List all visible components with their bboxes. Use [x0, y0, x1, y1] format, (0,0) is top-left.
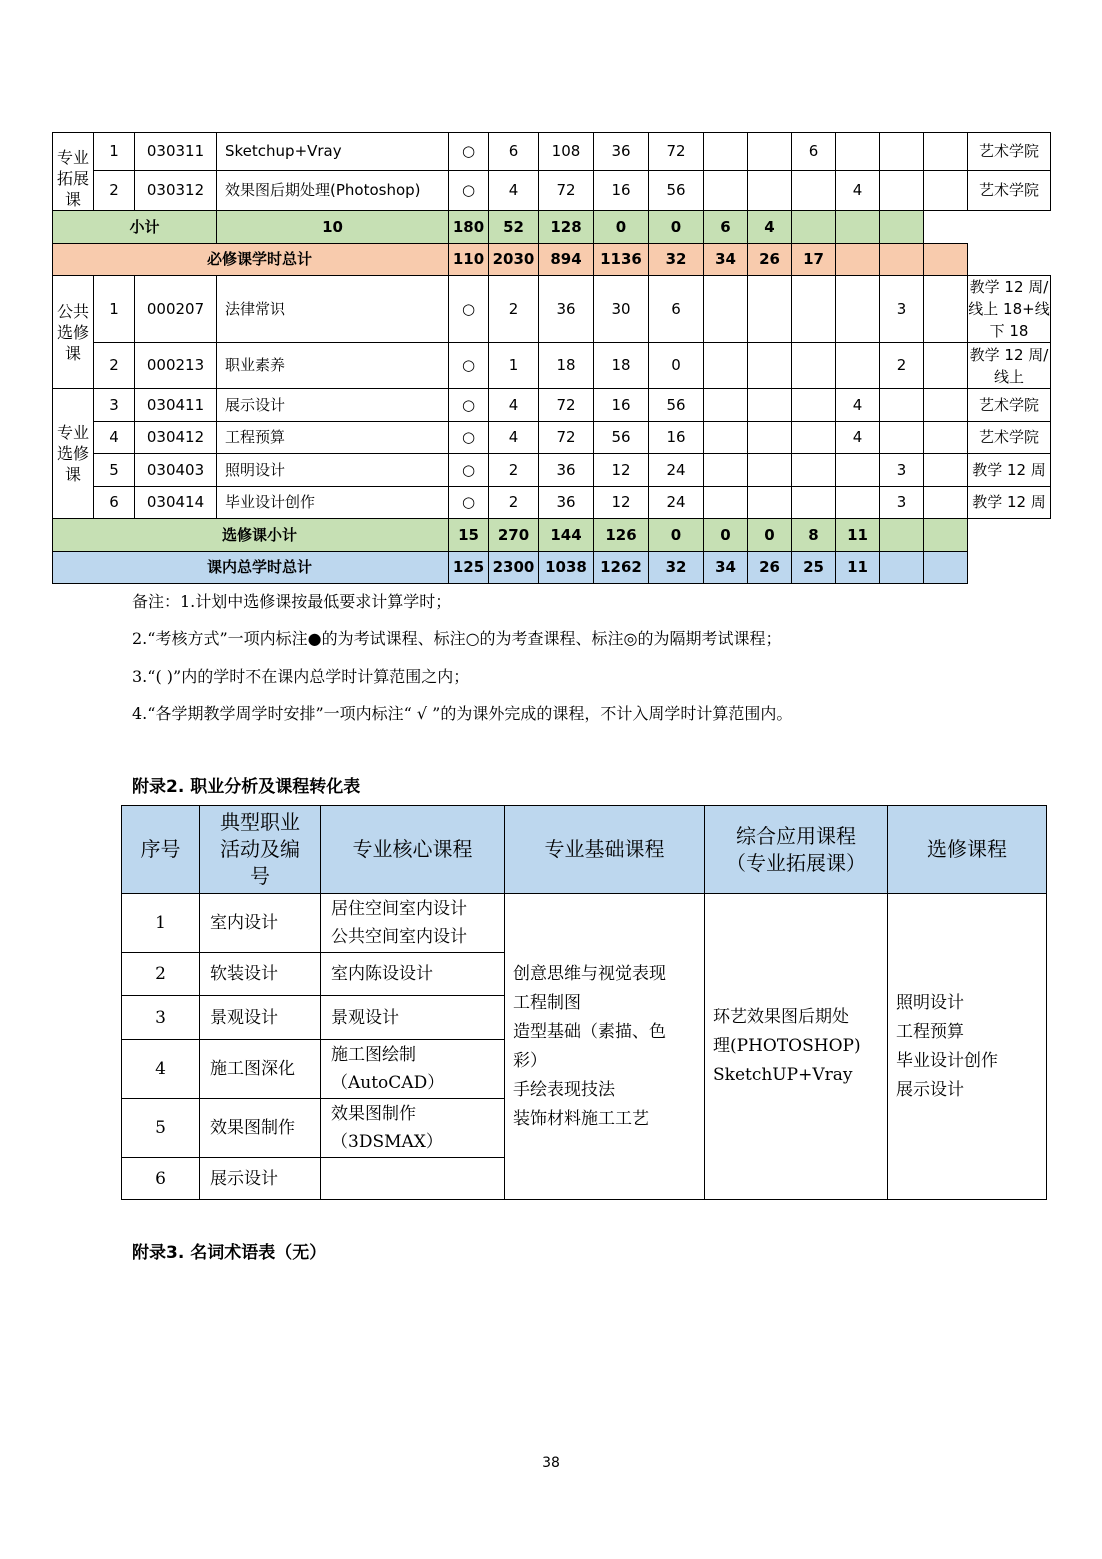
- plan-cell: [924, 454, 968, 487]
- plan-cell: 6: [94, 487, 135, 519]
- header-applied-line: （专业拓展课）: [726, 850, 866, 875]
- plan-cell: [704, 343, 748, 389]
- plan-cell: 4: [836, 171, 880, 211]
- note-cell: [968, 276, 1051, 343]
- category-label: 专业选修课: [56, 423, 89, 484]
- plan-cell: 4: [489, 422, 539, 454]
- note-cell: [968, 343, 1051, 389]
- note-line-1: 备注：1.计划中选修课按最低要求计算学时；: [132, 592, 452, 611]
- category-cell: [53, 133, 94, 211]
- plan-cell: [924, 276, 968, 343]
- total-value-cell: 180: [449, 211, 489, 244]
- total-value-cell: 110: [449, 244, 489, 276]
- note-line: 线上: [993, 367, 1024, 386]
- plan-cell: 4: [836, 389, 880, 422]
- note-line-2: 2.“考核方式”一项内标注●的为考试课程、标注○的为考查课程、标注◎的为隔期考试课程；: [132, 629, 782, 648]
- plan-cell: [748, 133, 792, 171]
- basic-course: 手绘表现技法: [513, 1079, 615, 1100]
- plan-cell: 1: [94, 133, 135, 171]
- plan-cell: 4: [489, 389, 539, 422]
- plan-cell: 030312: [135, 171, 217, 211]
- plan-row: [53, 171, 1051, 211]
- course-name: 毕业设计创作: [217, 487, 449, 519]
- plan-cell: ○: [449, 454, 489, 487]
- total-value-cell: 144: [539, 519, 594, 552]
- basic-course: 彩）: [513, 1050, 547, 1071]
- plan-cell: 艺术学院: [968, 389, 1051, 422]
- plan-cell: 艺术学院: [968, 171, 1051, 211]
- total-value-cell: 4: [748, 211, 792, 244]
- header-no: 序号: [122, 806, 200, 894]
- header-activity-line: 活动及编: [220, 837, 300, 861]
- plan-cell: ○: [449, 343, 489, 389]
- category-label: 专业拓展课: [56, 148, 89, 209]
- plan-cell: [748, 171, 792, 211]
- applied-course: 环艺效果图后期处: [713, 1007, 849, 1027]
- appendix3-title: 附录3. 名词术语表（无）: [132, 1243, 327, 1263]
- plan-cell: [836, 276, 880, 343]
- plan-cell: [704, 454, 748, 487]
- plan-cell: 24: [649, 454, 704, 487]
- plan-cell: 4: [489, 171, 539, 211]
- plan-cell: 3: [880, 454, 924, 487]
- total-value-cell: 34: [704, 244, 748, 276]
- total-value-cell: 0: [704, 519, 748, 552]
- plan-cell: 4: [94, 422, 135, 454]
- basic-course: 造型基础（素描、色: [513, 1021, 666, 1042]
- applied-course: SketchUP+Vray: [713, 1065, 853, 1085]
- note-line: 下 18: [989, 322, 1029, 340]
- plan-cell: 36: [539, 276, 594, 343]
- plan-cell: ○: [449, 389, 489, 422]
- total-value-cell: 1262: [594, 552, 649, 584]
- plan-cell: [704, 171, 748, 211]
- total-value-cell: 894: [539, 244, 594, 276]
- plan-cell: [836, 343, 880, 389]
- subtotal-label: 小计: [53, 211, 217, 244]
- basic-course: 装饰材料施工工艺: [513, 1108, 649, 1129]
- total-value-cell: [836, 211, 880, 244]
- core-course: 居住空间室内设计: [331, 899, 467, 919]
- basic-courses-cell: [505, 894, 705, 1200]
- total-value-cell: [836, 244, 880, 276]
- elective-course: 毕业设计创作: [896, 1050, 998, 1071]
- applied-courses-cell: [705, 894, 888, 1200]
- row-no: 3: [122, 996, 200, 1040]
- header-activity: [200, 806, 321, 894]
- plan-cell: [792, 454, 836, 487]
- plan-cell: 36: [594, 133, 649, 171]
- plan-cell: 000213: [135, 343, 217, 389]
- plan-cell: [704, 487, 748, 519]
- plan-cell: [792, 422, 836, 454]
- total-value-cell: 25: [792, 552, 836, 584]
- plan-cell: 0: [649, 343, 704, 389]
- plan-cell: 030414: [135, 487, 217, 519]
- total-value-cell: 0: [649, 519, 704, 552]
- total-value-cell: [792, 211, 836, 244]
- plan-row: [53, 244, 1051, 276]
- plan-cell: [748, 454, 792, 487]
- row-no: 6: [122, 1158, 200, 1200]
- total-value-cell: 0: [748, 519, 792, 552]
- category-cell: [53, 276, 94, 389]
- plan-cell: [792, 171, 836, 211]
- plan-cell: [792, 343, 836, 389]
- total-value-cell: 6: [704, 211, 748, 244]
- note-line: 线上 18+线: [968, 300, 1050, 318]
- plan-cell: ○: [449, 487, 489, 519]
- page-number: 38: [542, 1455, 560, 1471]
- core-course: 效果图制作: [331, 1104, 416, 1124]
- plan-cell: 3: [880, 487, 924, 519]
- plan-cell: [704, 422, 748, 454]
- plan-cell: [924, 487, 968, 519]
- plan-row: [53, 276, 1051, 343]
- plan-row: [53, 487, 1051, 519]
- elective-courses-cell: [888, 894, 1047, 1200]
- row-activity: 景观设计: [200, 996, 321, 1040]
- plan-cell: 12: [594, 454, 649, 487]
- plan-cell: 艺术学院: [968, 422, 1051, 454]
- plan-cell: 2: [880, 343, 924, 389]
- core-course: 施工图绘制: [331, 1045, 416, 1065]
- plan-row: [53, 211, 1051, 244]
- row-activity: 效果图制作: [200, 1099, 321, 1158]
- note-line-3: 3.“( )”内的学时不在课内总学时计算范围之内；: [132, 667, 470, 686]
- plan-cell: 24: [649, 487, 704, 519]
- basic-course: 创意思维与视觉表现: [513, 963, 666, 984]
- elective-course: 照明设计: [896, 992, 964, 1013]
- plan-cell: [748, 422, 792, 454]
- row-no: 1: [122, 894, 200, 953]
- elective-course: 展示设计: [896, 1079, 964, 1100]
- career-course-table: [121, 805, 1047, 1200]
- total-value-cell: 1038: [539, 552, 594, 584]
- total-value-cell: 11: [836, 552, 880, 584]
- plan-cell: 2: [94, 171, 135, 211]
- row-no: 2: [122, 953, 200, 996]
- plan-cell: 16: [594, 389, 649, 422]
- plan-cell: 3: [880, 276, 924, 343]
- course-name: 照明设计: [217, 454, 449, 487]
- plan-cell: [924, 343, 968, 389]
- plan-row: [53, 389, 1051, 422]
- appendix2-title: 附录2. 职业分析及课程转化表: [132, 777, 361, 797]
- total-value-cell: 32: [649, 244, 704, 276]
- row-no: 5: [122, 1099, 200, 1158]
- plan-row: [53, 343, 1051, 389]
- plan-row: [53, 519, 1051, 552]
- total-value-cell: 1136: [594, 244, 649, 276]
- plan-cell: [924, 133, 968, 171]
- total-value-cell: 2030: [489, 244, 539, 276]
- plan-cell: [836, 487, 880, 519]
- plan-cell: 36: [539, 487, 594, 519]
- header-applied-line: 综合应用课程: [736, 823, 856, 848]
- plan-cell: 030411: [135, 389, 217, 422]
- plan-cell: ○: [449, 171, 489, 211]
- plan-cell: [704, 133, 748, 171]
- plan-cell: [748, 487, 792, 519]
- header-elective: 选修课程: [888, 806, 1047, 894]
- header-basic: 专业基础课程: [505, 806, 705, 894]
- plan-cell: 56: [649, 171, 704, 211]
- course-plan-body: [53, 133, 1051, 584]
- plan-cell: 教学 12 周: [968, 487, 1051, 519]
- plan-row: [53, 454, 1051, 487]
- plan-cell: 16: [594, 171, 649, 211]
- total-label: 选修课小计: [53, 519, 449, 552]
- plan-cell: 2: [489, 487, 539, 519]
- plan-cell: 56: [594, 422, 649, 454]
- category-cell: [53, 389, 94, 519]
- total-value-cell: 32: [649, 552, 704, 584]
- plan-cell: [924, 422, 968, 454]
- plan-cell: [924, 389, 968, 422]
- total-value-cell: 126: [594, 519, 649, 552]
- plan-cell: [880, 422, 924, 454]
- applied-course: 理(PHOTOSHOP): [713, 1036, 861, 1056]
- plan-cell: 6: [649, 276, 704, 343]
- plan-cell: [836, 454, 880, 487]
- course-name: 职业素养: [217, 343, 449, 389]
- plan-cell: [792, 276, 836, 343]
- total-value-cell: 52: [489, 211, 539, 244]
- row-core: [321, 953, 505, 996]
- plan-cell: [704, 276, 748, 343]
- header-applied: [705, 806, 888, 894]
- row-core: [321, 1158, 505, 1200]
- header-row: [122, 806, 1047, 894]
- row-core: [321, 894, 505, 953]
- total-value-cell: 11: [836, 519, 880, 552]
- plan-cell: 030311: [135, 133, 217, 171]
- course-name: 法律常识: [217, 276, 449, 343]
- plan-cell: 教学 12 周: [968, 454, 1051, 487]
- plan-cell: [792, 487, 836, 519]
- course-plan-table: [52, 132, 1051, 584]
- plan-cell: 56: [649, 389, 704, 422]
- total-value-cell: [880, 211, 924, 244]
- plan-cell: 4: [836, 422, 880, 454]
- plan-cell: [748, 276, 792, 343]
- course-name: 展示设计: [217, 389, 449, 422]
- core-course: （AutoCAD）: [331, 1073, 445, 1093]
- plan-row: [53, 422, 1051, 454]
- total-value-cell: 2300: [489, 552, 539, 584]
- plan-cell: 16: [649, 422, 704, 454]
- total-value-cell: 34: [704, 552, 748, 584]
- total-value-cell: [924, 519, 968, 552]
- total-value-cell: 8: [792, 519, 836, 552]
- plan-cell: 1: [94, 276, 135, 343]
- course-name: 效果图后期处理(Photoshop): [217, 171, 449, 211]
- plan-cell: 1: [489, 343, 539, 389]
- note-line: 教学 12 周/: [969, 345, 1049, 364]
- plan-cell: 030403: [135, 454, 217, 487]
- row-core: [321, 996, 505, 1040]
- total-value-cell: [880, 519, 924, 552]
- core-course: （3DSMAX）: [331, 1132, 443, 1152]
- row-no: 4: [122, 1040, 200, 1099]
- course-name: Sketchup+Vray: [217, 133, 449, 171]
- total-value-cell: 0: [594, 211, 649, 244]
- header-activity-line: 号: [250, 864, 270, 888]
- total-value-cell: 26: [748, 552, 792, 584]
- plan-cell: 72: [649, 133, 704, 171]
- row-activity: 室内设计: [200, 894, 321, 953]
- total-label: 课内总学时总计: [53, 552, 449, 584]
- total-value-cell: [880, 552, 924, 584]
- total-value-cell: 10: [217, 211, 449, 244]
- plan-cell: [748, 343, 792, 389]
- plan-cell: [748, 389, 792, 422]
- plan-cell: ○: [449, 422, 489, 454]
- total-value-cell: [924, 552, 968, 584]
- core-course: 室内陈设设计: [331, 964, 433, 984]
- basic-course: 工程制图: [513, 992, 581, 1013]
- row-activity: 施工图深化: [200, 1040, 321, 1099]
- elective-course: 工程预算: [896, 1021, 964, 1042]
- plan-cell: 2: [489, 276, 539, 343]
- row-activity: 展示设计: [200, 1158, 321, 1200]
- header-activity-line: 典型职业: [220, 810, 300, 834]
- plan-cell: 30: [594, 276, 649, 343]
- plan-cell: 2: [489, 454, 539, 487]
- header-core: 专业核心课程: [321, 806, 505, 894]
- table-row: [122, 894, 1047, 953]
- plan-cell: [880, 171, 924, 211]
- plan-cell: [836, 133, 880, 171]
- total-value-cell: 128: [539, 211, 594, 244]
- total-value-cell: [880, 244, 924, 276]
- category-label: 公共选修课: [56, 301, 89, 363]
- plan-cell: 18: [594, 343, 649, 389]
- plan-row: [53, 552, 1051, 584]
- plan-cell: 72: [539, 171, 594, 211]
- plan-cell: 36: [539, 454, 594, 487]
- row-core: [321, 1099, 505, 1158]
- plan-cell: 6: [489, 133, 539, 171]
- row-core: [321, 1040, 505, 1099]
- total-value-cell: 0: [649, 211, 704, 244]
- plan-cell: 6: [792, 133, 836, 171]
- total-value-cell: 26: [748, 244, 792, 276]
- note-line: 教学 12 周/: [969, 278, 1049, 296]
- plan-cell: 18: [539, 343, 594, 389]
- plan-cell: 5: [94, 454, 135, 487]
- plan-row: [53, 133, 1051, 171]
- plan-cell: 108: [539, 133, 594, 171]
- plan-cell: 2: [94, 343, 135, 389]
- plan-cell: 艺术学院: [968, 133, 1051, 171]
- plan-cell: [924, 171, 968, 211]
- plan-cell: 12: [594, 487, 649, 519]
- total-value-cell: [924, 244, 968, 276]
- total-value-cell: 15: [449, 519, 489, 552]
- plan-cell: 030412: [135, 422, 217, 454]
- plan-cell: [792, 389, 836, 422]
- core-course: 公共空间室内设计: [331, 927, 467, 947]
- plan-cell: [704, 389, 748, 422]
- plan-cell: [880, 389, 924, 422]
- plan-cell: 000207: [135, 276, 217, 343]
- plan-cell: ○: [449, 133, 489, 171]
- total-label: 必修课学时总计: [53, 244, 449, 276]
- course-name: 工程预算: [217, 422, 449, 454]
- plan-cell: 72: [539, 422, 594, 454]
- row-activity: 软装设计: [200, 953, 321, 996]
- note-line-4: 4.“各学期教学周学时安排”一项内标注“ √ ”的为课外完成的课程，不计入周学时计算范围内。: [132, 704, 793, 723]
- core-course: 景观设计: [331, 1007, 399, 1028]
- plan-cell: [880, 133, 924, 171]
- plan-cell: 72: [539, 389, 594, 422]
- plan-cell: ○: [449, 276, 489, 343]
- total-value-cell: 270: [489, 519, 539, 552]
- plan-cell: 3: [94, 389, 135, 422]
- total-value-cell: 17: [792, 244, 836, 276]
- total-value-cell: 125: [449, 552, 489, 584]
